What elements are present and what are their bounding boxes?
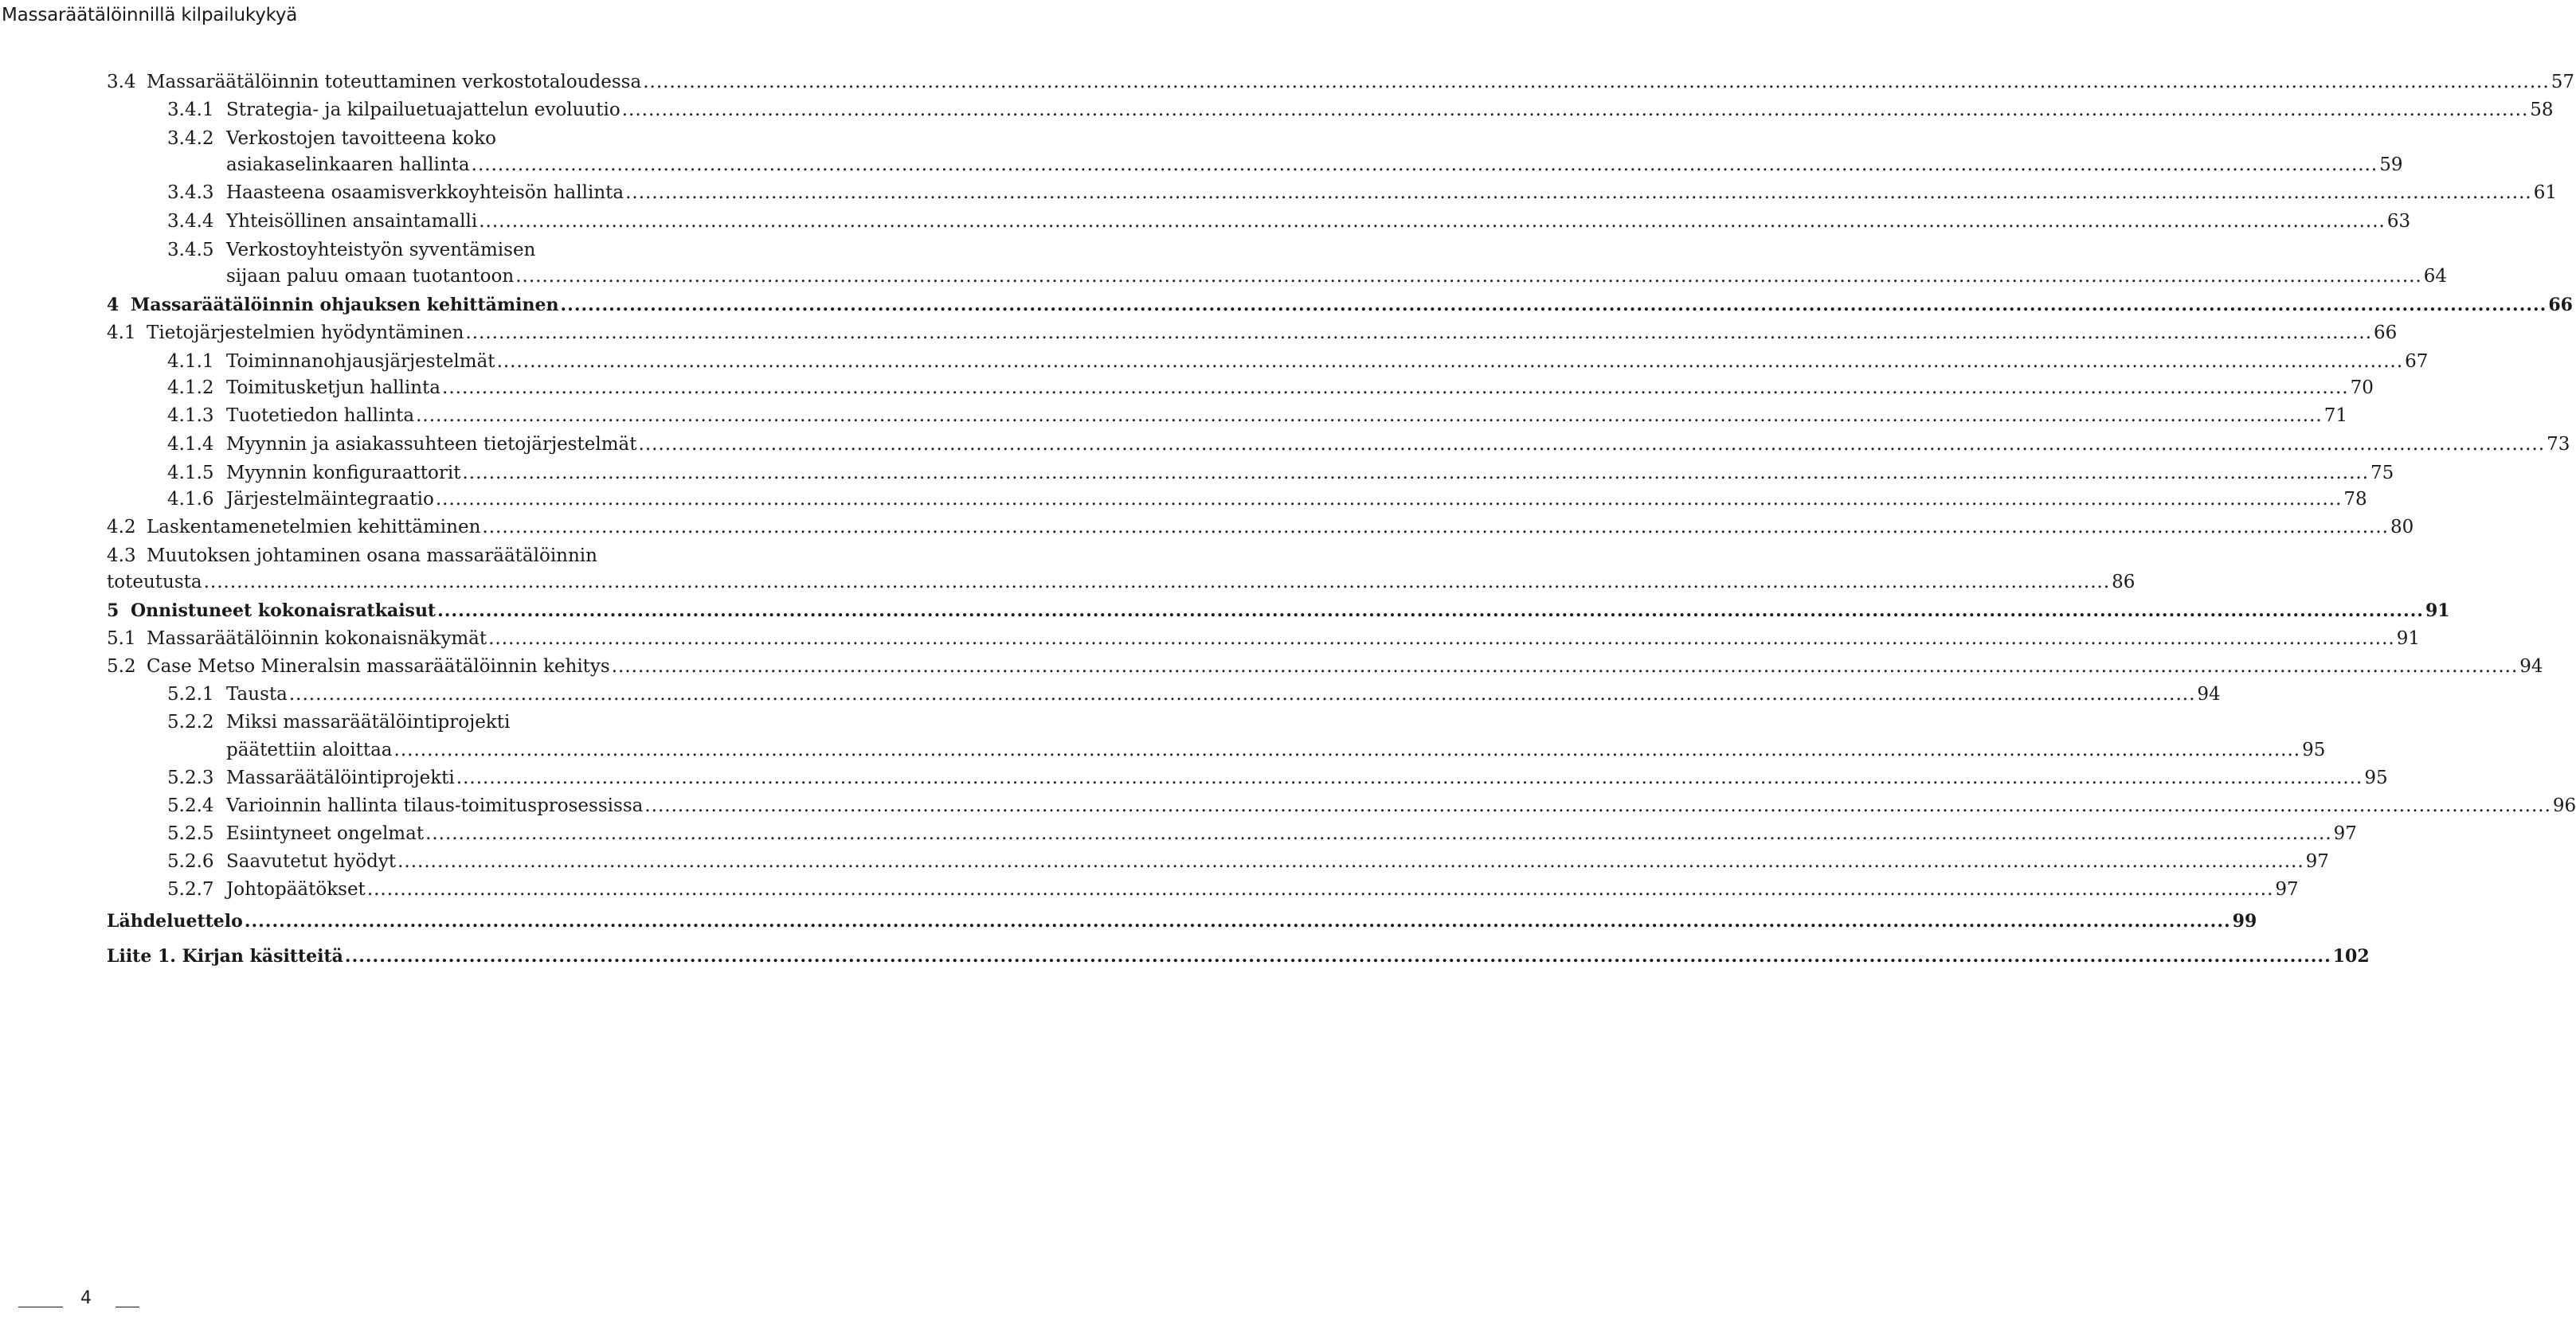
toc-entry-title: Järjestelmäintegraatio	[226, 489, 434, 510]
toc-entry	[167, 151, 2403, 178]
toc-entry-page: 57	[2551, 72, 2575, 92]
toc-entry-number: 3.4.1	[167, 100, 214, 120]
toc-dot-leader	[622, 96, 2529, 123]
toc-entry-number: 5.1	[107, 628, 136, 649]
toc-entry-title: Haasteena osaamisverkkoyhteisön hallinta	[226, 182, 624, 203]
toc-entry	[107, 653, 2543, 680]
toc-entry-title: asiakaselinkaaren hallinta	[226, 154, 470, 175]
toc-entry	[167, 709, 755, 736]
toc-entry	[167, 263, 2448, 290]
toc-dot-leader	[643, 68, 2550, 96]
toc-entry-number: 5	[107, 600, 119, 621]
toc-entry	[167, 876, 2299, 903]
toc-dot-leader	[245, 908, 2231, 935]
toc-entry-page: 96	[2552, 795, 2576, 816]
toc-entry	[107, 625, 2420, 652]
toc-entry-title: Saavutetut hyödyt	[226, 851, 397, 872]
toc-entry-page: 66	[2374, 322, 2398, 343]
toc-entry-number: 4.1	[107, 322, 136, 343]
toc-dot-leader	[437, 597, 2424, 624]
toc-entry-number: 4.1.1	[167, 351, 214, 372]
toc-dot-leader	[497, 348, 2404, 375]
toc-entry-number: 5.2	[107, 656, 136, 677]
toc-dot-leader	[204, 569, 2111, 596]
toc-entry-page: 63	[2386, 211, 2411, 232]
toc-entry-title: Toiminnanohjausjärjestelmät	[226, 351, 495, 372]
toc-entry-title: Massaräätälöinnin kokonaisnäkymät	[147, 628, 487, 649]
toc-entry-title: Verkostoyhteistyön syventämisen	[226, 240, 536, 260]
toc-entry-title: Myynnin ja asiakassuhteen tietojärjestelmät	[226, 434, 637, 455]
toc-entry-number: 4.1.6	[167, 489, 214, 510]
toc-entry-number: 3.4.4	[167, 211, 214, 232]
toc-entry-page: 95	[2364, 768, 2388, 788]
toc-entry-number: 3.4.5	[167, 240, 214, 260]
toc-entry-number: 4.1.5	[167, 463, 214, 483]
toc-entry	[167, 208, 2411, 235]
toc-dot-leader	[472, 151, 2378, 178]
toc-entry	[107, 291, 2573, 319]
toc-dot-leader	[644, 792, 2551, 819]
toc-entry-page: 91	[2396, 628, 2420, 649]
toc-entry	[167, 402, 2347, 429]
toc-entry-title: Lähdeluettelo	[107, 911, 243, 932]
toc-entry-number: 5.2.2	[167, 712, 214, 733]
toc-entry-number: 4.1.3	[167, 405, 214, 426]
toc-entry-page: 59	[2379, 154, 2403, 175]
toc-entry	[107, 597, 2450, 624]
toc-entry-page: 97	[2275, 879, 2299, 900]
toc-entry-page: 94	[2197, 684, 2221, 705]
toc-entry-title: Massaräätälöinnin ohjauksen kehittäminen	[131, 295, 559, 315]
toc-entry	[167, 737, 2326, 764]
toc-entry-number: 3.4.2	[167, 128, 214, 149]
toc-entry-number: 4.2	[107, 517, 136, 537]
toc-dot-leader	[482, 514, 2389, 541]
toc-entry-number: 3.4	[107, 72, 136, 92]
toc-entry-page: 64	[2423, 266, 2448, 287]
toc-dot-leader	[561, 291, 2547, 319]
toc-entry-number: 5.2.3	[167, 768, 214, 788]
running-header: Massaräätälöinnillä kilpailukykyä	[2, 5, 298, 25]
toc-entry	[167, 431, 2570, 458]
toc-entry	[167, 764, 2388, 791]
toc-entry	[167, 374, 2374, 401]
toc-entry-page: 73	[2547, 434, 2570, 455]
toc-dot-leader	[394, 737, 2301, 764]
toc-entry-page: 91	[2425, 600, 2450, 621]
toc-entry-number: 3.4.3	[167, 182, 214, 203]
toc-entry	[167, 820, 2357, 847]
toc-dot-leader	[612, 653, 2519, 680]
toc-entry-title: Tietojärjestelmien hyödyntäminen	[147, 322, 464, 343]
toc-dot-leader	[456, 764, 2363, 791]
toc-entry-title: Verkostojen tavoitteena koko	[226, 128, 496, 149]
toc-entry-page: 67	[2405, 351, 2429, 372]
toc-entry-title: Case Metso Mineralsin massaräätälöinnin kehitys	[147, 656, 610, 677]
toc-entry-number: 5.2.4	[167, 795, 214, 816]
toc-entry-title: Tuotetiedon hallinta	[226, 405, 415, 426]
toc-entry-title: Johtopäätökset	[226, 879, 366, 900]
toc-entry-title: Liite 1. Kirjan käsitteitä	[107, 946, 343, 967]
toc-dot-leader	[515, 263, 2422, 290]
toc-entry-title: päätettiin aloittaa	[226, 740, 393, 760]
toc-dot-leader	[465, 319, 2372, 346]
toc-entry-title: Muutoksen johtaminen osana massaräätälöinnin	[147, 545, 597, 566]
toc-entry	[167, 179, 2557, 206]
toc-entry-title: Toimitusketjun hallinta	[226, 377, 441, 398]
toc-entry	[107, 943, 2370, 970]
toc-dot-leader	[345, 943, 2331, 970]
toc-entry-page: 86	[2112, 572, 2136, 592]
toc-entry	[167, 848, 2329, 875]
toc-entry	[107, 68, 2575, 96]
toc-entry-number: 5.2.5	[167, 823, 214, 844]
toc-dot-leader	[436, 486, 2343, 513]
toc-entry-page: 102	[2332, 946, 2370, 967]
toc-entry	[107, 514, 2414, 541]
page-footer	[0, 1282, 765, 1317]
toc-entry-page: 66	[2548, 295, 2573, 315]
toc-entry-page: 75	[2370, 463, 2394, 483]
toc-entry-page: 71	[2323, 405, 2347, 426]
toc-entry-number: 4.1.2	[167, 377, 214, 398]
toc-entry-page: 95	[2302, 740, 2326, 760]
toc-entry	[167, 96, 2554, 123]
toc-entry-title: Tausta	[226, 684, 288, 705]
toc-entry-number: 4.1.4	[167, 434, 214, 455]
toc-entry	[107, 908, 2257, 935]
toc-entry	[107, 319, 2398, 346]
toc-entry	[167, 348, 2429, 375]
toc-entry-page: 99	[2232, 911, 2257, 932]
toc-entry-page: 58	[2530, 100, 2554, 120]
toc-entry-title: Yhteisöllinen ansaintamalli	[226, 211, 478, 232]
toc-entry-title: sijaan paluu omaan tuotantoon	[226, 266, 515, 287]
toc-entry-title: Massaräätälöinnin toteuttaminen verkostotaloudessa	[147, 72, 642, 92]
toc-entry-page: 61	[2533, 182, 2557, 203]
toc-entry-title: Varioinnin hallinta tilaus-toimitusprosessissa	[226, 795, 644, 816]
toc-entry-number: 4.3	[107, 545, 136, 566]
toc-entry	[167, 236, 755, 264]
toc-entry-page: 70	[2350, 377, 2374, 398]
toc-entry-number: 5.2.6	[167, 851, 214, 872]
toc-dot-leader	[425, 820, 2332, 847]
toc-entry-title: Strategia- ja kilpailuetuajattelun evoluutio	[226, 100, 621, 120]
toc-entry-page: 94	[2519, 656, 2543, 677]
toc-entry-title: Myynnin konfiguraattorit	[226, 463, 461, 483]
page-number: 4	[80, 1288, 92, 1308]
toc-entry-title: Esiintyneet ongelmat	[226, 823, 425, 844]
toc-entry-page: 80	[2390, 517, 2414, 537]
toc-entry-number: 4	[107, 295, 119, 315]
toc-entry-page: 97	[2333, 823, 2357, 844]
toc-dot-leader	[639, 431, 2546, 458]
toc-entry	[167, 792, 2576, 819]
toc-entry	[167, 486, 2367, 513]
toc-entry	[167, 459, 2394, 487]
toc-dot-leader	[397, 848, 2304, 875]
toc-entry-number: 5.2.1	[167, 684, 214, 705]
toc-entry-number: 5.2.7	[167, 879, 214, 900]
toc-entry	[107, 569, 2136, 596]
toc-dot-leader	[479, 208, 2386, 235]
toc-entry-title: Miksi massaräätälöintiprojekti	[226, 712, 511, 733]
toc-entry-page: 97	[2305, 851, 2329, 872]
toc-dot-leader	[442, 374, 2349, 401]
toc-dot-leader	[488, 625, 2395, 652]
toc-dot-leader	[367, 876, 2274, 903]
toc-entry-title: toteutusta	[107, 572, 202, 592]
toc-entry	[167, 681, 2221, 708]
toc-entry	[107, 542, 755, 569]
toc-entry	[167, 125, 755, 152]
toc-dot-leader	[462, 459, 2369, 487]
toc-dot-leader	[416, 402, 2323, 429]
toc-entry-title: Onnistuneet kokonaisratkaisut	[131, 600, 437, 621]
toc-dot-leader	[625, 179, 2532, 206]
toc-entry-title: Massaräätälöintiprojekti	[226, 768, 455, 788]
toc-entry-title: Laskentamenetelmien kehittäminen	[147, 517, 481, 537]
toc-entry-page: 78	[2343, 489, 2367, 510]
toc-dot-leader	[289, 681, 2196, 708]
